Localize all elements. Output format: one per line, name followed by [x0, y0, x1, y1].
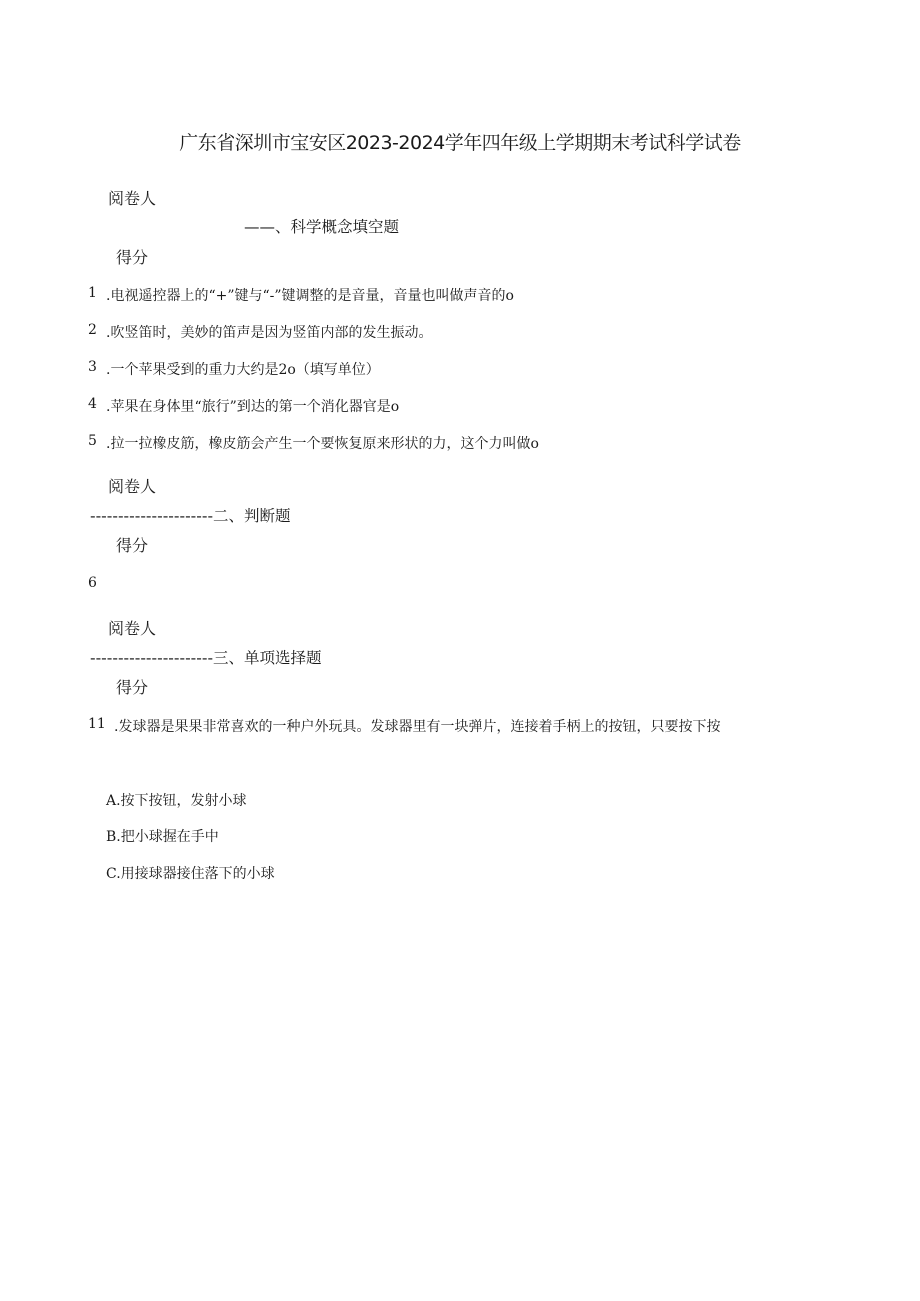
- question-number: 3: [88, 359, 97, 375]
- question-text: .吹竖笛时，美妙的笛声是因为竖笛内部的发生振动。: [106, 325, 433, 341]
- score-label: 得分: [116, 248, 149, 267]
- reader-label: 阅卷人: [108, 477, 157, 496]
- question-text: .一个苹果受到的重力大约是2o（填写单位）: [106, 362, 380, 378]
- exam-title: 广东省深圳市宝安区2023-2024学年四年级上学期期末考试科学试卷: [179, 132, 741, 154]
- question-number: 4: [88, 396, 97, 412]
- section-heading-fill-in: ——、科学概念填空题: [244, 218, 400, 236]
- question-number: 5: [88, 433, 97, 449]
- option-b: B.把小球握在手中: [106, 829, 219, 845]
- question-number: 11: [88, 716, 106, 732]
- question-text: .拉一拉橡皮筋，橡皮筋会产生一个要恢复原来形状的力，这个力叫做o: [106, 436, 539, 452]
- score-label: 得分: [116, 678, 149, 697]
- question-number: 6: [88, 575, 97, 591]
- reader-label: 阅卷人: [108, 619, 157, 638]
- section-heading-multiple-choice: ----------------------三、单项选择题: [90, 649, 322, 667]
- question-text: .发球器是果果非常喜欢的一种户外玩具。发球器里有一块弹片，连接着手柄上的按钮，只要按下按: [114, 719, 721, 735]
- reader-label: 阅卷人: [108, 189, 157, 208]
- option-a: A.按下按钮，发射小球: [106, 793, 247, 809]
- question-text: .电视遥控器上的“+”键与“-”键调整的是音量，音量也叫做声音的o: [106, 288, 514, 304]
- question-text: .苹果在身体里“旅行”到达的第一个消化器官是o: [106, 399, 400, 415]
- question-number: 2: [88, 322, 97, 338]
- section-heading-true-false: ----------------------二、判断题: [90, 507, 291, 525]
- question-number: 1: [88, 285, 97, 301]
- score-label: 得分: [116, 536, 149, 555]
- option-c: C.用接球器接住落下的小球: [106, 866, 275, 882]
